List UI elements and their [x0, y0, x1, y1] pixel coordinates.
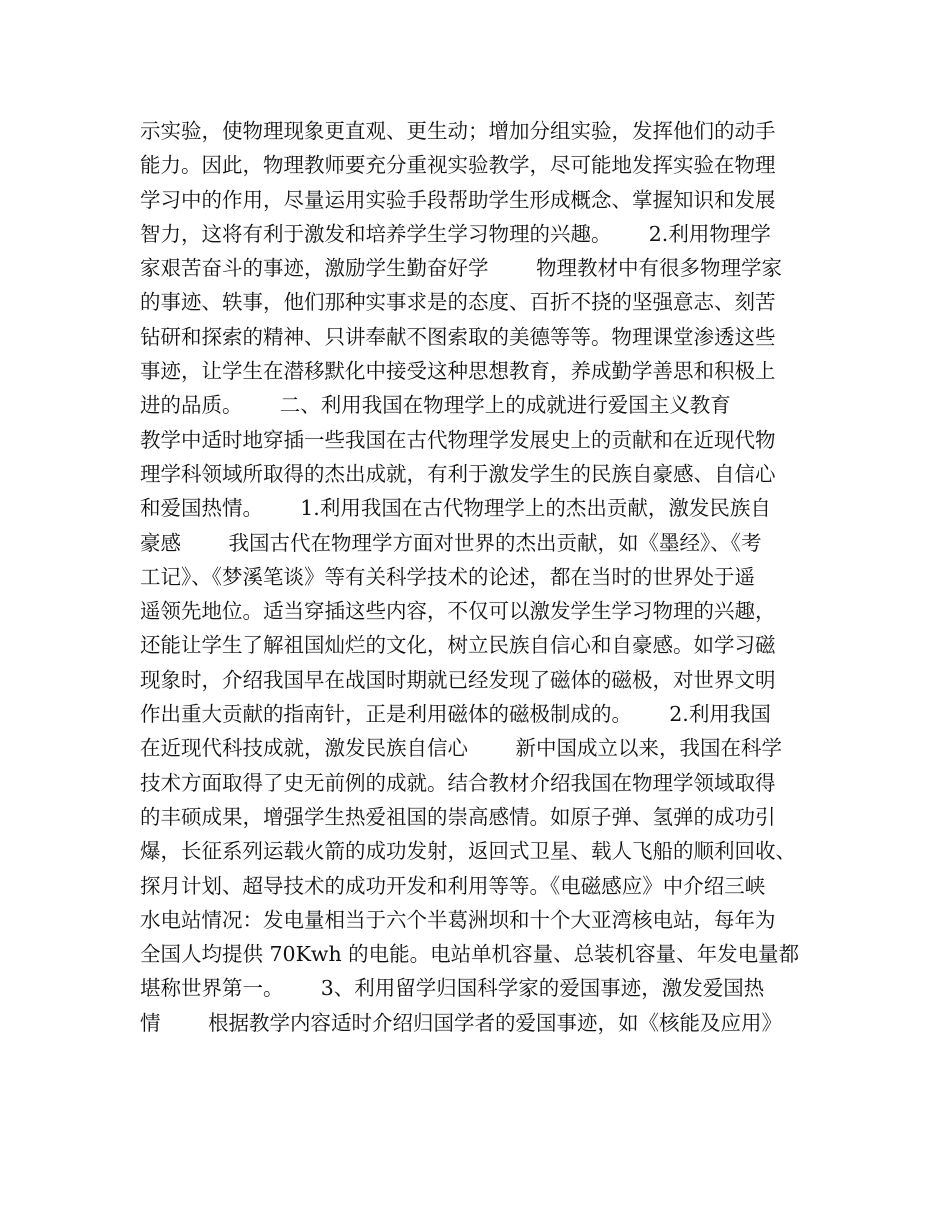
text-line: 教学中适时地穿插一些我国在古代物理学发展史上的贡献和在近现代物	[140, 427, 776, 452]
text-line: 的事迹、轶事，他们那种实事求是的态度、百折不挠的坚强意志、刻苦	[140, 290, 776, 315]
text-line: 示实验，使物理现象更直观、更生动；增加分组实验，发挥他们的动手	[140, 119, 776, 143]
text-line: 遥领先地位。适当穿插这些内容，不仅可以激发学生学习物理的兴趣，	[140, 599, 776, 624]
text-line: 能力。因此，物理教师要充分重视实验教学，尽可能地发挥实验在物理	[140, 153, 776, 178]
text-line: 技术方面取得了史无前例的成就。结合教材介绍我国在物理学领域取得	[140, 770, 776, 795]
text-line: 钻研和探索的精神、只讲奉献不图索取的美德等等。物理课堂渗透这些	[140, 324, 776, 349]
text-line: 学习中的作用，尽量运用实验手段帮助学生形成概念、掌握知识和发展	[140, 187, 776, 212]
text-line: 全国人均提供 70Kwh 的电能。电站单机容量、总装机容量、年发电量都	[140, 942, 800, 967]
text-line: 水电站情况：发电量相当于六个半葛洲坝和十个大亚湾核电站，每年为	[140, 907, 776, 932]
text-line: 事迹，让学生在潜移默化中接受这种思想教育，养成勤学善思和积极上	[140, 359, 776, 384]
text-line: 情 根据教学内容适时介绍归国学者的爱国事迹，如《核能及应用》	[140, 1010, 783, 1035]
text-line: 理学科领域所取得的杰出成就，有利于激发学生的民族自豪感、自信心	[140, 461, 776, 486]
text-line: 家艰苦奋斗的事迹，激励学生勤奋好学 物理教材中有很多物理学家	[140, 256, 783, 281]
text-line: 堪称世界第一。 3、利用留学归国科学家的爱国事迹，激发爱国热	[140, 976, 765, 1001]
text-line: 工记》、《梦溪笔谈》等有关科学技术的论述，都在当时的世界处于遥	[140, 564, 755, 589]
text-line: 的丰硕成果，增强学生热爱祖国的崇高感情。如原子弹、氢弹的成功引	[140, 804, 776, 829]
text-line: 和爱国热情。 1.利用我国在古代物理学上的杰出贡献，激发民族自	[140, 496, 771, 521]
text-line: 探月计划、超导技术的成功开发和利用等等。《电磁感应》中介绍三峡	[140, 873, 766, 898]
text-line: 作出重大贡献的指南针，正是利用磁体的磁极制成的。 2.利用我国	[140, 702, 771, 727]
text-line: 进的品质。 二、利用我国在物理学上的成就进行爱国主义教育	[140, 393, 731, 418]
text-line: 爆，长征系列运载火箭的成功发射，返回式卫星、载人飞船的顺利回收、	[140, 839, 796, 864]
text-line: 豪感 我国古代在物理学方面对世界的杰出贡献，如《墨经》、《考	[140, 530, 762, 555]
text-line: 智力，这将有利于激发和培养学生学习物理的兴趣。 2.利用物理学	[140, 221, 771, 246]
body-text	[140, 114, 820, 1040]
text-line: 还能让学生了解祖国灿烂的文化，树立民族自信心和自豪感。如学习磁	[140, 633, 776, 658]
text-line: 现象时，介绍我国早在战国时期就已经发现了磁体的磁极，对世界文明	[140, 667, 776, 692]
text-line: 在近现代科技成就，激发民族自信心 新中国成立以来，我国在科学	[140, 736, 783, 761]
